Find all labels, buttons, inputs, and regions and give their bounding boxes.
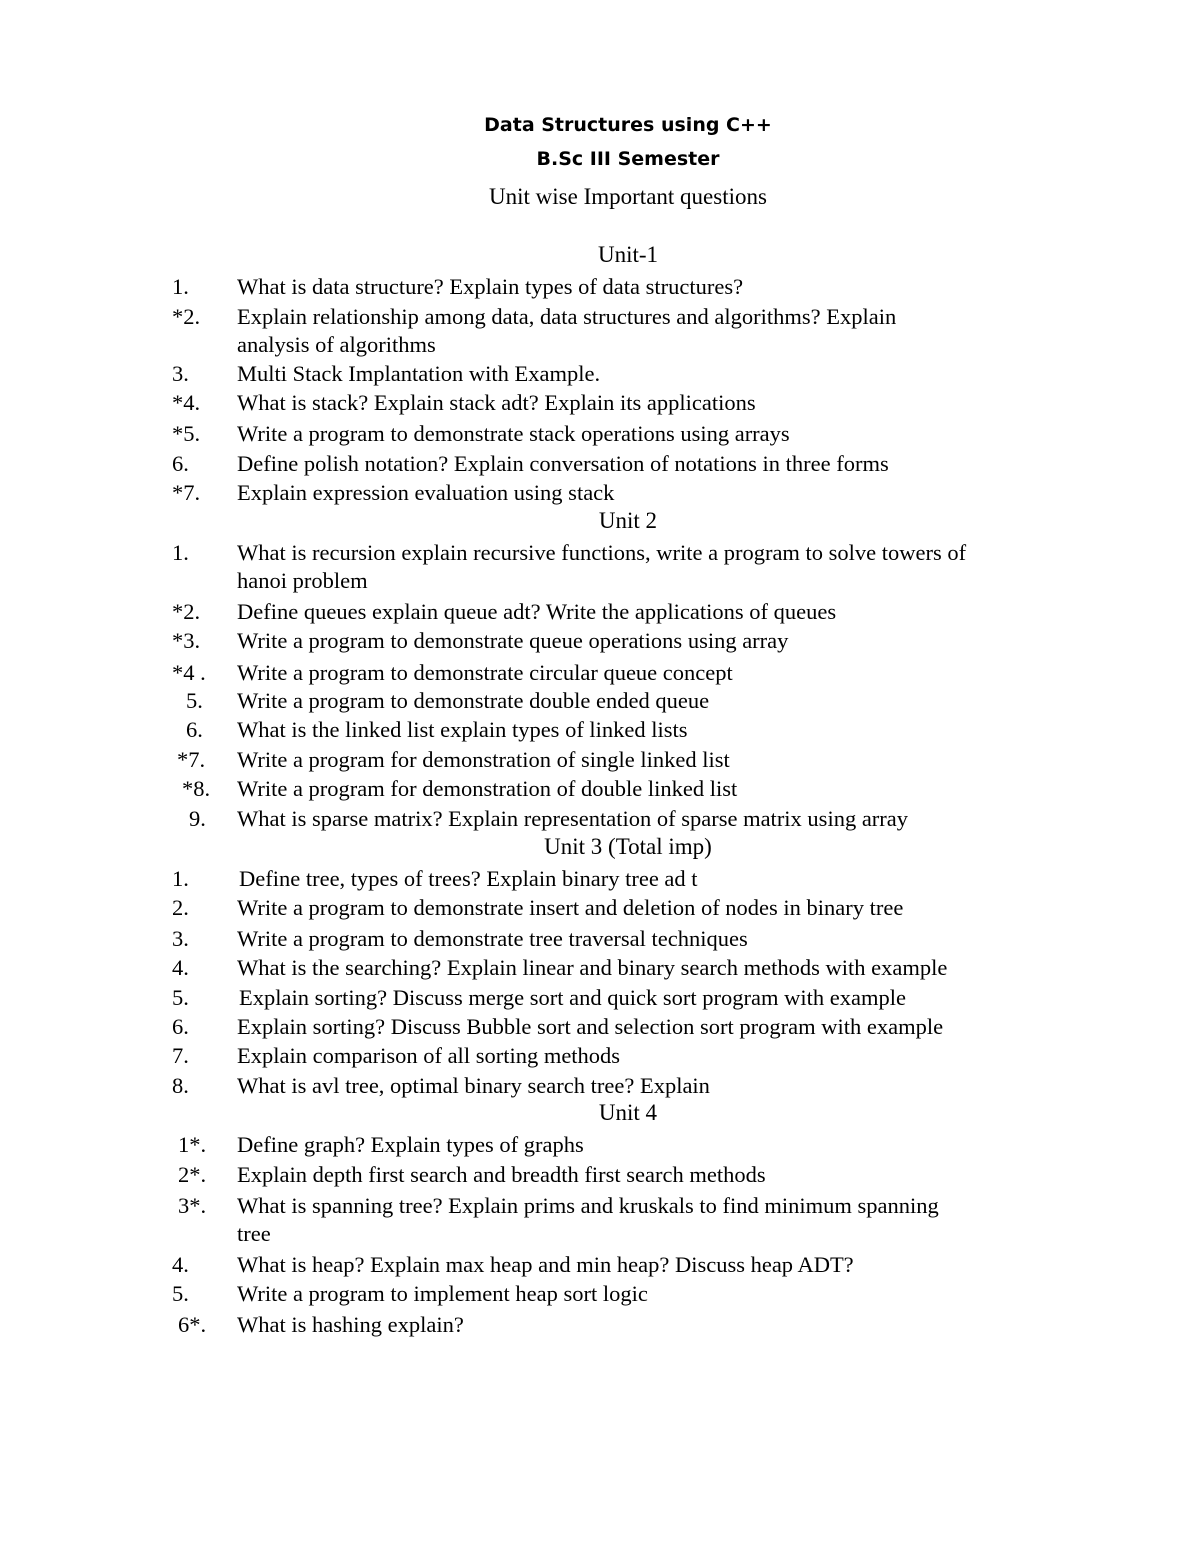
question-number: *3. (172, 628, 201, 653)
question-text: Define graph? Explain types of graphs (237, 1132, 584, 1157)
question-number: 1. (172, 866, 189, 891)
unit-heading: Unit 3 (Total imp) (544, 834, 712, 859)
question-number: *5. (172, 421, 201, 446)
question-number: 6*. (178, 1312, 207, 1337)
question-text: What is data structure? Explain types of data structures? (237, 274, 744, 299)
question-text: Write a program to demonstrate tree traversal techniques (237, 926, 748, 951)
question-text-continued: tree (237, 1221, 271, 1246)
unit-heading: Unit-1 (597, 242, 659, 267)
question-text: Explain sorting? Discuss Bubble sort and selection sort program with example (237, 1014, 944, 1039)
question-number: *2. (172, 599, 201, 624)
question-text: What is sparse matrix? Explain representation of sparse matrix using array (237, 806, 909, 831)
question-number: 7. (172, 1043, 189, 1068)
question-text: Write a program to demonstrate stack operations using arrays (237, 421, 790, 446)
question-number: *2. (172, 304, 201, 329)
question-text: Write a program to demonstrate queue operations using array (237, 628, 789, 653)
question-number: *4 . (172, 660, 206, 685)
question-number: 3. (172, 926, 189, 951)
question-number: *8. (182, 776, 211, 801)
question-text: Write a program for demonstration of single linked list (237, 747, 730, 772)
unit-heading: Unit 2 (598, 508, 658, 533)
question-text: Explain relationship among data, data structures and algorithms? Explain (237, 304, 897, 329)
question-number: 5. (172, 985, 189, 1010)
question-text: What is spanning tree? Explain prims and kruskals to find minimum spanning (237, 1193, 939, 1218)
question-text: Multi Stack Implantation with Example. (237, 361, 601, 386)
question-text: What is avl tree, optimal binary search tree? Explain (237, 1073, 710, 1098)
question-number: 5. (186, 688, 203, 713)
question-number: 6. (172, 451, 189, 476)
question-text-continued: hanoi problem (237, 568, 368, 593)
question-number: *7. (172, 480, 201, 505)
question-text: Write a program to implement heap sort logic (237, 1281, 648, 1306)
question-text: Explain depth first search and breadth first search methods (237, 1162, 766, 1187)
question-text: Write a program to demonstrate double ended queue (237, 688, 710, 713)
question-text: What is hashing explain? (237, 1312, 464, 1337)
question-number: 6. (186, 717, 203, 742)
semester-label: B.Sc III Semester (536, 148, 720, 170)
question-text: What is the searching? Explain linear and binary search methods with example (237, 955, 948, 980)
question-text: Define queues explain queue adt? Write the applications of queues (237, 599, 837, 624)
question-number: 5. (172, 1281, 189, 1306)
question-text: Explain sorting? Discuss merge sort and quick sort program with example (239, 985, 906, 1010)
question-number: 8. (172, 1073, 189, 1098)
question-text: What is stack? Explain stack adt? Explain its applications (237, 390, 756, 415)
question-text: What is heap? Explain max heap and min heap? Discuss heap ADT? (237, 1252, 854, 1277)
question-number: 1. (172, 274, 189, 299)
question-number: 3*. (178, 1193, 207, 1218)
question-text: Explain comparison of all sorting methods (237, 1043, 621, 1068)
question-number: 2. (172, 895, 189, 920)
question-text: Define polish notation? Explain conversation of notations in three forms (237, 451, 889, 476)
question-text: Explain expression evaluation using stack (237, 480, 615, 505)
question-text: Define tree, types of trees? Explain binary tree ad t (239, 866, 698, 891)
question-number: 2*. (178, 1162, 207, 1187)
question-text: What is recursion explain recursive functions, write a program to solve towers of (237, 540, 967, 565)
question-number: 3. (172, 361, 189, 386)
document-subtitle: Unit wise Important questions (489, 184, 767, 209)
question-number: 9. (189, 806, 206, 831)
document-title: Data Structures using C++ (484, 114, 772, 136)
question-text: What is the linked list explain types of linked lists (237, 717, 688, 742)
question-text-continued: analysis of algorithms (237, 332, 436, 357)
question-number: 6. (172, 1014, 189, 1039)
question-text: Write a program for demonstration of double linked list (237, 776, 738, 801)
question-number: 4. (172, 1252, 189, 1277)
question-text: Write a program to demonstrate insert and deletion of nodes in binary tree (237, 895, 904, 920)
question-number: *4. (172, 390, 201, 415)
question-text: Write a program to demonstrate circular queue concept (237, 660, 733, 685)
question-number: *7. (177, 747, 206, 772)
question-number: 4. (172, 955, 189, 980)
unit-heading: Unit 4 (598, 1100, 658, 1125)
question-number: 1*. (178, 1132, 207, 1157)
question-number: 1. (172, 540, 189, 565)
